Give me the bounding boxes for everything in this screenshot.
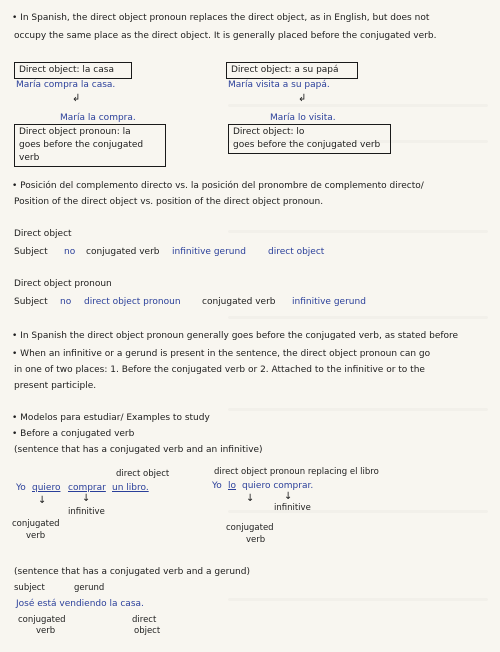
order-do-direct-object: direct object: [268, 247, 325, 257]
order-direct-object-heading: Direct object: [14, 229, 72, 239]
pronoun-box-la: [14, 124, 166, 167]
direct-object-box-la-casa: Direct object: la casa: [14, 62, 132, 79]
label-conjugated: conjugated: [12, 519, 60, 529]
word-quiero-comprar: quiero comprar.: [242, 481, 314, 491]
label-infinitive: infinitive: [68, 507, 105, 517]
pronoun-box-lo: [228, 124, 391, 154]
models-case1: (sentence that has a conjugated verb and an infinitive): [14, 445, 263, 455]
para2-line1: • Posición del complemento directo vs. la posición del pronombre de complemento directo/: [12, 181, 424, 191]
models-heading: • Modelos para estudiar/ Examples to study: [12, 413, 210, 423]
order-do-infinitive-gerund: infinitive gerund: [172, 247, 246, 257]
para3-line2: • When an infinitive or a gerund is present in the sentence, the direct object pronoun can go: [12, 349, 431, 359]
sentence-maria-la-compra: María la compra.: [60, 113, 136, 123]
models-subheading: • Before a conjugated verb: [12, 429, 135, 439]
bleed-through-line: [228, 230, 488, 233]
arrow-down-icon: ↓: [246, 493, 255, 504]
label-conjugated-2: conjugated: [226, 523, 274, 533]
para1-line2: occupy the same place as the direct object. It is generally placed before the conjugated verb.: [14, 31, 437, 41]
word-yo-2: Yo: [212, 481, 222, 491]
order-do-no: no: [64, 247, 76, 257]
arrow-down-icon: ↲: [298, 93, 307, 104]
word-lo: lo: [228, 481, 237, 491]
direct-object-box-a-su-papa: Direct object: a su papá: [226, 62, 358, 79]
label-direct: direct: [132, 615, 157, 625]
bleed-through-line: [228, 316, 488, 319]
label-pronoun-replacing: direct object pronoun replacing el libro: [214, 467, 379, 477]
pronoun-box-la-line2: goes before the conjugated verb: [19, 140, 144, 163]
label-verb-2: verb: [246, 535, 266, 545]
word-un-libro: un libro.: [112, 483, 149, 493]
para3-line3: in one of two places: 1. Before the conjugated verb or 2. Attached to the infinitive or to the: [14, 365, 425, 375]
para3-line1: • In Spanish the direct object pronoun generally goes before the conjugated verb, as stated before: [12, 331, 459, 341]
sentence-maria-visita-a-su-papa: María visita a su papá.: [228, 80, 330, 90]
bleed-through-line: [228, 104, 488, 107]
arrow-down-icon: ↓: [82, 493, 91, 504]
order-do-subject: Subject: [14, 247, 48, 257]
order-p-subject: Subject: [14, 297, 48, 307]
label-direct-object: direct object: [116, 469, 170, 479]
order-p-infinitive-gerund: infinitive gerund: [292, 297, 366, 307]
label-subject: subject: [14, 583, 45, 593]
models-case2: (sentence that has a conjugated verb and a gerund): [14, 567, 250, 577]
para2-line2: Position of the direct object vs. position of the direct object pronoun.: [14, 197, 324, 207]
order-do-conjugated-verb: conjugated verb: [86, 247, 160, 257]
label-verb-3: verb: [36, 626, 56, 636]
pronoun-box-lo-line2: goes before the conjugated verb: [233, 140, 381, 150]
word-yo: Yo: [16, 483, 26, 493]
order-p-no: no: [60, 297, 72, 307]
arrow-down-icon: ↲: [72, 93, 81, 104]
order-pronoun-heading: Direct object pronoun: [14, 279, 112, 289]
order-p-conjugated-verb: conjugated verb: [202, 297, 276, 307]
word-comprar: comprar: [68, 483, 106, 493]
sentence-jose-esta-vendiendo: José está vendiendo la casa.: [16, 599, 144, 609]
order-p-direct-object-pronoun: direct object pronoun: [84, 297, 181, 307]
pronoun-box-lo-line1: Direct object: lo: [233, 127, 305, 137]
sentence-maria-lo-visita: María lo visita.: [270, 113, 336, 123]
sentence-maria-compra-la-casa: María compra la casa.: [16, 80, 116, 90]
label-conjugated-3: conjugated: [18, 615, 66, 625]
arrow-down-icon: ↓: [284, 491, 293, 502]
word-quiero: quiero: [32, 483, 61, 493]
pronoun-box-la-line1: Direct object pronoun: la: [19, 127, 131, 137]
bleed-through-line: [228, 598, 488, 601]
bleed-through-line: [228, 408, 488, 411]
para3-line4: present participle.: [14, 381, 97, 391]
arrow-down-icon: ↓: [38, 495, 47, 506]
label-object: object: [134, 626, 161, 636]
label-verb: verb: [26, 531, 46, 541]
label-infinitive-2: infinitive: [274, 503, 311, 513]
para1-line1: • In Spanish, the direct object pronoun replaces the direct object, as in English, but does not: [12, 13, 430, 23]
label-gerund: gerund: [74, 583, 105, 593]
bleed-through-line: [228, 510, 488, 513]
